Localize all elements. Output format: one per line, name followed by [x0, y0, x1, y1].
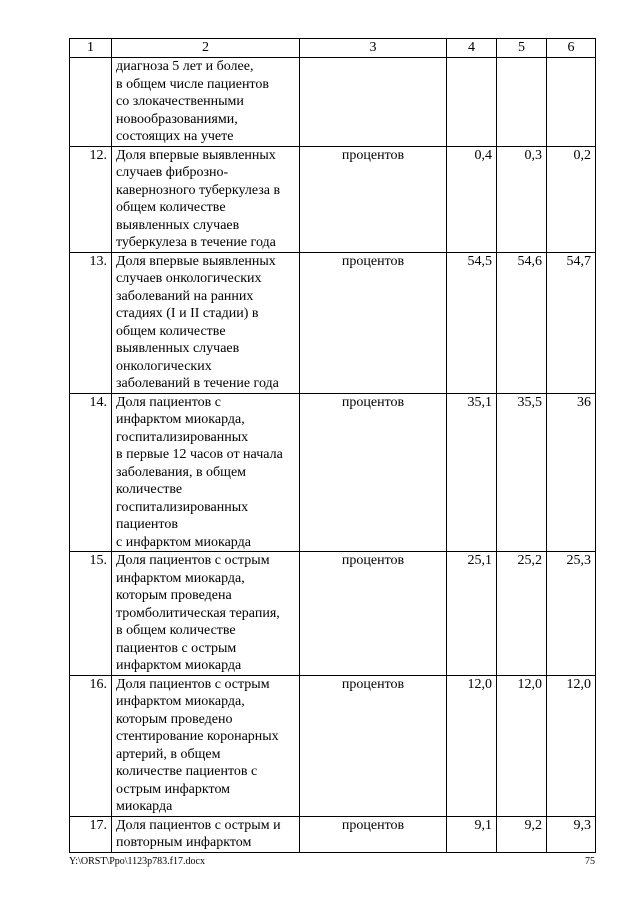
value-col-4: 9,1	[447, 816, 497, 852]
row-number: 16.	[70, 675, 112, 816]
value-col-6: 0,2	[547, 146, 596, 252]
header-cell: 1	[70, 39, 112, 58]
value-col-5	[497, 58, 547, 147]
unit-of-measure	[300, 58, 447, 147]
table-row	[70, 675, 596, 816]
row-number	[70, 58, 112, 147]
row-number: 13.	[70, 252, 112, 393]
page-number: 75	[585, 856, 595, 867]
value-col-5: 54,6	[497, 252, 547, 393]
row-number: 12.	[70, 146, 112, 252]
value-col-6: 9,3	[547, 816, 596, 852]
unit-of-measure: процентов	[300, 252, 447, 393]
row-number: 15.	[70, 552, 112, 676]
value-col-6: 36	[547, 393, 596, 552]
value-col-5: 12,0	[497, 675, 547, 816]
indicator-description: Доля впервые выявленных случаев онкологических заболеваний на ранних стадиях (I и II стадии) в общем количестве выявленных случаев онкологических заболеваний в течение года	[112, 252, 300, 393]
value-col-4	[447, 58, 497, 147]
table-row	[70, 146, 596, 252]
indicator-description: Доля пациентов с острым инфарктом миокарда, которым проведена тромболитическая терапия, в общем количестве пациентов с острым инфарктом миокарда	[112, 552, 300, 676]
indicator-description: диагноза 5 лет и более, в общем числе пациентов со злокачественными новообразованиями, состоящих на учете	[112, 58, 300, 147]
value-col-4: 54,5	[447, 252, 497, 393]
table-row	[70, 252, 596, 393]
unit-of-measure: процентов	[300, 552, 447, 676]
header-cell: 2	[112, 39, 300, 58]
indicator-description: Доля пациентов с инфарктом миокарда, госпитализированных в первые 12 часов от начала заболевания, в общем количестве госпитализированных пациентов с инфарктом миокарда	[112, 393, 300, 552]
indicator-description: Доля пациентов с острым и повторным инфарктом	[112, 816, 300, 852]
table-row	[70, 58, 596, 147]
header-cell: 3	[300, 39, 447, 58]
table-row	[70, 816, 596, 852]
table-row	[70, 552, 596, 676]
page-footer	[69, 856, 595, 867]
unit-of-measure: процентов	[300, 675, 447, 816]
value-col-6: 54,7	[547, 252, 596, 393]
indicator-description: Доля впервые выявленных случаев фиброзно- кавернозного туберкулеза в общем количестве выявленных случаев туберкулеза в течение года	[112, 146, 300, 252]
value-col-5: 9,2	[497, 816, 547, 852]
header-cell: 4	[447, 39, 497, 58]
value-col-5: 0,3	[497, 146, 547, 252]
table-header-row	[70, 39, 596, 58]
unit-of-measure: процентов	[300, 393, 447, 552]
footer-file-path: Y:\ORST\Ppo\1123p783.f17.docx	[69, 856, 205, 867]
unit-of-measure: процентов	[300, 146, 447, 252]
value-col-5: 25,2	[497, 552, 547, 676]
value-col-4: 0,4	[447, 146, 497, 252]
header-cell: 6	[547, 39, 596, 58]
indicator-description: Доля пациентов с острым инфарктом миокарда, которым проведено стентирование коронарных артерий, в общем количестве пациентов с острым инфарктом миокарда	[112, 675, 300, 816]
table-row	[70, 393, 596, 552]
indicator-table	[69, 38, 596, 853]
value-col-5: 35,5	[497, 393, 547, 552]
value-col-6: 25,3	[547, 552, 596, 676]
value-col-4: 35,1	[447, 393, 497, 552]
value-col-6: 12,0	[547, 675, 596, 816]
value-col-4: 12,0	[447, 675, 497, 816]
unit-of-measure: процентов	[300, 816, 447, 852]
row-number: 17.	[70, 816, 112, 852]
value-col-6	[547, 58, 596, 147]
value-col-4: 25,1	[447, 552, 497, 676]
row-number: 14.	[70, 393, 112, 552]
header-cell: 5	[497, 39, 547, 58]
